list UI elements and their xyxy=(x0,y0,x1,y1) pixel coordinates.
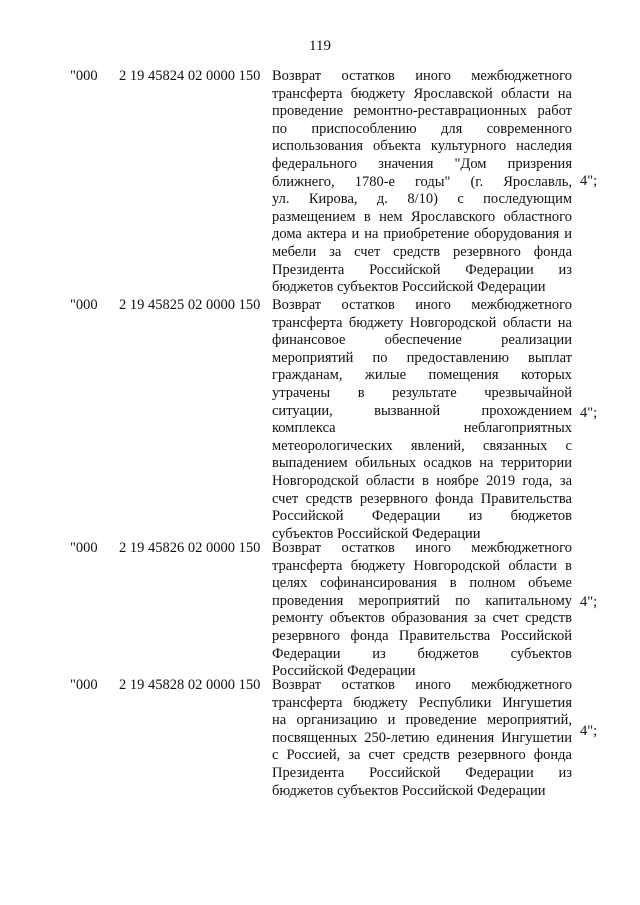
row-prefix: "000 xyxy=(70,677,98,693)
row-suffix: 4"; xyxy=(580,173,598,189)
description-line: бюджетов субъектов Российской Федерации xyxy=(272,279,546,296)
description-line: утрачены в результате чрезвычайной xyxy=(272,384,572,401)
description-line: на организацию и проведение мероприятий, xyxy=(272,712,572,729)
description-line: резервного фонда Правительства Российской xyxy=(272,627,572,644)
description-line: метеорологических явлений, связанных с xyxy=(272,437,572,454)
description-line: бюджетов субъектов Российской Федерации xyxy=(272,782,546,799)
description-line: Российской Федерации из бюджетов xyxy=(272,508,572,525)
description-line: проведение ремонтно-реставрационных работ xyxy=(272,103,572,120)
row-suffix: 4"; xyxy=(580,405,598,421)
row-suffix: 4"; xyxy=(580,594,598,610)
description-line: Федерации из бюджетов субъектов xyxy=(272,645,572,662)
description-line: гражданам, жилые помещения которых xyxy=(272,367,572,384)
description-line: Президента Российской Федерации из xyxy=(272,261,572,278)
description-line: трансферта бюджету Ярославской области на xyxy=(272,85,572,102)
description-line: трансферта бюджету Новгородской области на xyxy=(272,314,572,331)
description-line: трансферта бюджету Новгородской области в xyxy=(272,557,572,574)
description-line: с Россией, за счет средств резервного фонда xyxy=(272,747,572,764)
description-line: проведения мероприятий по капитальному xyxy=(272,592,572,609)
description-line: мебели за счет средств резервного фонда xyxy=(272,243,572,260)
description-line: Российской Федерации xyxy=(272,663,416,680)
description-line: трансферта бюджету Республики Ингушетия xyxy=(272,694,572,711)
description-line: ул. Кирова, д. 8/10) с последующим xyxy=(272,191,572,208)
description-line: Возврат остатков иного межбюджетного xyxy=(272,297,572,313)
description-line: федерального значения "Дом призрения xyxy=(272,155,572,172)
row-prefix: "000 xyxy=(70,68,98,84)
row-suffix: 4"; xyxy=(580,723,598,739)
description-line: Возврат остатков иного межбюджетного xyxy=(272,68,572,84)
description-line: комплекса неблагоприятных xyxy=(272,420,572,437)
description-line: по приспособлению для современного xyxy=(272,120,572,137)
description-line: ремонту объектов образования за счет средств xyxy=(272,610,572,627)
description-line: размещением в нем Ярославского областного xyxy=(272,208,572,225)
description-line: выпадением обильных осадков на территории xyxy=(272,455,572,472)
budget-code: 2 19 45825 02 0000 150 xyxy=(119,297,261,313)
row-description xyxy=(272,677,572,800)
budget-code: 2 19 45824 02 0000 150 xyxy=(119,68,261,84)
page-number: 119 xyxy=(309,38,331,54)
description-line: Президента Российской Федерации из xyxy=(272,764,572,781)
description-line: ближнего, 1780-е годы" (г. Ярославль, xyxy=(272,173,572,190)
description-line: посвященных 250-летию единения Ингушетии xyxy=(272,729,572,746)
row-prefix: "000 xyxy=(70,297,98,313)
description-line: Новгородской области в ноябре 2019 года, за xyxy=(272,472,572,489)
description-line: Возврат остатков иного межбюджетного xyxy=(272,540,572,556)
budget-code: 2 19 45828 02 0000 150 xyxy=(119,677,261,693)
description-line: целях софинансирования в полном объеме xyxy=(272,575,572,592)
description-line: ситуации, вызванной прохождением xyxy=(272,402,572,419)
description-line: Возврат остатков иного межбюджетного xyxy=(272,677,572,693)
description-line: мероприятий по предоставлению выплат xyxy=(272,349,572,366)
description-line: финансовое обеспечение реализации xyxy=(272,332,572,349)
description-line: использования объекта культурного наследия xyxy=(272,138,572,155)
row-description xyxy=(272,68,572,297)
description-line: счет средств резервного фонда Правительства xyxy=(272,490,572,507)
row-prefix: "000 xyxy=(70,540,98,556)
budget-code: 2 19 45826 02 0000 150 xyxy=(119,540,261,556)
description-line: дома актера и на приобретение оборудования и xyxy=(272,226,572,243)
row-description xyxy=(272,540,572,681)
description-line: субъектов Российской Федерации xyxy=(272,525,481,542)
row-description xyxy=(272,297,572,543)
